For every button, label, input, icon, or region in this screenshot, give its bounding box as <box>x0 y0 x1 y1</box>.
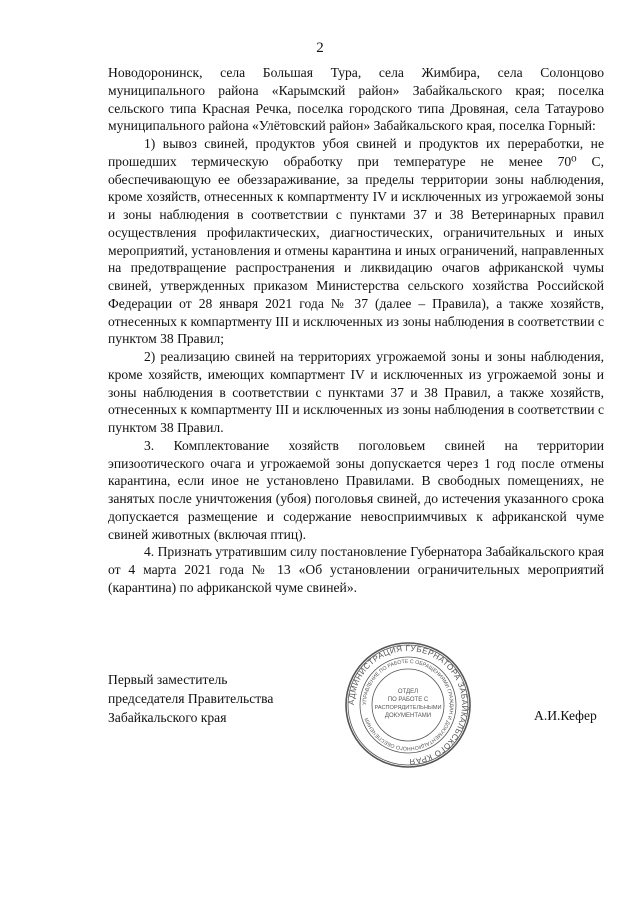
svg-text:РАСПОРЯДИТЕЛЬНЫМИ: РАСПОРЯДИТЕЛЬНЫМИ <box>374 705 442 711</box>
signature-position <box>108 670 273 727</box>
document-body <box>108 64 604 597</box>
svg-text:ДОКУМЕНТАМИ: ДОКУМЕНТАМИ <box>384 713 432 719</box>
paragraph-clause-4: 4. Признать утратившим силу постановление Губернатора Забайкальского края от 4 марта 2021 года № 13 «Об установлении ограничительных мероприятий (карантина) по африканской чуме свиней». <box>108 544 604 595</box>
official-stamp <box>343 640 473 770</box>
paragraph-continuation: Новодоронинск, села Большая Тура, села Жимбира, села Солонцово муниципального района «Карымский район» Забайкальского края; поселка сельского типа Красная Речка, поселка городского типа Дровяная, села Татаурово муниципального района «Улётовский район» Забайкальского края, поселка Горный: <box>108 65 604 134</box>
signer-name: А.И.Кефер <box>534 708 597 723</box>
signature-position-line: Первый заместитель <box>108 672 228 687</box>
paragraph-clause-3: 3. Комплектование хозяйств поголовьем свиней на территории эпизоотического очага и угрожаемой зоны допускается через 1 год после отмены карантина, если иное не установлено Правилами. В свободных помещениях, не занятых после уничтожения (убоя) поголовья свиней, до истечения указанного срока допускается размещение и содержание невосприимчивых к африканской чуме свиней животных (включая птиц). <box>108 437 604 542</box>
svg-text:АДМИНИСТРАЦИЯ ГУБЕРНАТОРА ЗАБА: АДМИНИСТРАЦИЯ ГУБЕРНАТОРА ЗАБАЙКАЛЬСКОГО КРАЯ <box>346 643 470 767</box>
signature-position-line: председателя Правительства <box>108 691 274 706</box>
svg-text:ПО РАБОТЕ С: ПО РАБОТЕ С <box>387 697 429 703</box>
svg-text:ОТДЕЛ: ОТДЕЛ <box>397 689 419 695</box>
signature-position-line: Забайкальского края <box>108 710 227 725</box>
paragraph-item-1: 1) вывоз свиней, продуктов убоя свиней и продуктов их переработки, не прошедших термическую обработку при температуре не менее 70⁰ С, обеспечивающую ее обеззараживание, за пределы территории зоны наблюдения, кроме хозяйств, отнесенных к компартменту IV и исключенных из угрожаемой зоны и зоны наблюдения в соответствии с пунктами 37 и 38 Ветеринарных правил осуществления профилактических, диагностических, ограничительных и иных мероприятий, установления и отмены карантина и иных ограничений, направленных на предотвращение распространения и ликвидацию очагов африканской чумы свиней, утвержденных приказом Министерства сельского хозяйства Российской Федерации от 28 января 2021 года № 37 (далее – Правила), а также хозяйств, отнесенных к компартменту III и исключенных из зоны наблюдения в соответствии с пунктом 38 Правил; <box>108 136 604 347</box>
svg-text:УПРАВЛЕНИЕ ПО РАБОТЕ С ОБРАЩЕН: УПРАВЛЕНИЕ ПО РАБОТЕ С ОБРАЩЕНИЯМИ ГРАЖДАН И ДОКУМЕНТАЦИОННОГО ОБЕСПЕЧЕНИЯ <box>361 658 455 752</box>
page-number: 2 <box>316 40 324 56</box>
paragraph-item-2: 2) реализацию свиней на территориях угрожаемой зоны и зоны наблюдения, кроме хозяйств, имеющих компартмент IV и исключенных из угрожаемой зоны и зоны наблюдения в соответствии с пунктами 37 и 38 Правил, а также хозяйств, отнесенных к компартменту III и исключенных из зоны наблюдения в соответствии с пунктом 38 Правил. <box>108 349 604 435</box>
